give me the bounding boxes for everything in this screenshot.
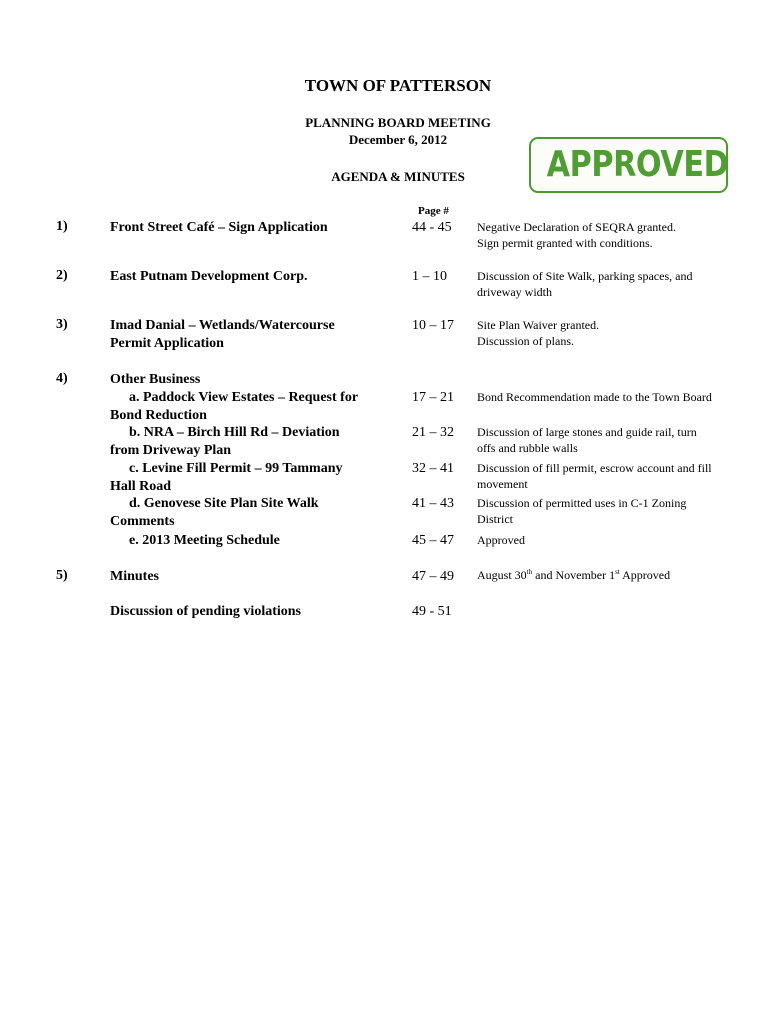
note-line: Approved bbox=[477, 533, 525, 547]
item-number: 1) bbox=[56, 219, 68, 234]
title-line: b. NRA – Birch Hill Rd – Deviation bbox=[129, 425, 340, 440]
title-line: d. Genovese Site Plan Site Walk bbox=[129, 496, 319, 511]
title-line: Imad Danial – Wetlands/Watercourse bbox=[110, 318, 335, 333]
sub-item bbox=[110, 532, 405, 550]
agenda-item-title: Other Business bbox=[110, 372, 201, 387]
item-number: 4) bbox=[56, 371, 68, 386]
note-line: Negative Declaration of SEQRA granted. bbox=[477, 220, 676, 234]
note-line: Site Plan Waiver granted. bbox=[477, 318, 600, 332]
note-line: movement bbox=[477, 477, 528, 491]
agenda-item-title: Front Street Café – Sign Application bbox=[110, 220, 328, 235]
ordinal-suffix: th bbox=[526, 568, 533, 576]
page-range: 47 – 49 bbox=[412, 569, 454, 584]
note-line: Discussion of plans. bbox=[477, 334, 574, 348]
page-range: 41 – 43 bbox=[412, 496, 454, 511]
title-line: e. 2013 Meeting Schedule bbox=[129, 533, 280, 548]
document-title: TOWN OF PATTERSON bbox=[304, 76, 492, 95]
sub-item bbox=[110, 389, 405, 425]
note-line: Discussion of Site Walk, parking spaces, and bbox=[477, 269, 693, 283]
title-line: Permit Application bbox=[110, 336, 224, 351]
title-line: from Driveway Plan bbox=[110, 443, 232, 458]
agenda-item-title bbox=[110, 317, 405, 353]
ordinal-suffix: st bbox=[615, 568, 620, 576]
page-range: 49 - 51 bbox=[412, 604, 452, 619]
sub-item bbox=[110, 424, 405, 460]
note-text: and November 1 bbox=[532, 568, 616, 582]
item-number: 2) bbox=[56, 268, 68, 283]
approved-stamp-text: APPROVED bbox=[546, 144, 729, 185]
title-line: a. Paddock View Estates – Request for bbox=[129, 390, 359, 405]
item-note bbox=[477, 389, 757, 405]
item-note bbox=[477, 424, 757, 456]
page-range: 17 – 21 bbox=[412, 390, 454, 405]
note-line: Sign permit granted with conditions. bbox=[477, 236, 653, 250]
pending-violations-title: Discussion of pending violations bbox=[110, 604, 301, 619]
note-line: Discussion of permitted uses in C-1 Zoning bbox=[477, 496, 687, 510]
title-line: Hall Road bbox=[110, 479, 172, 494]
item-number: 3) bbox=[56, 317, 68, 332]
agenda-item-title: Minutes bbox=[110, 569, 159, 584]
note-text: August 30 bbox=[477, 568, 527, 582]
page-range: 44 - 45 bbox=[412, 220, 452, 235]
item-note bbox=[477, 268, 757, 300]
item-number: 5) bbox=[56, 568, 68, 583]
page-range: 21 – 32 bbox=[412, 425, 454, 440]
meeting-date: December 6, 2012 bbox=[348, 132, 448, 147]
item-note bbox=[477, 532, 757, 548]
page-range: 32 – 41 bbox=[412, 461, 454, 476]
note-text: Approved bbox=[619, 568, 671, 582]
note-line: driveway width bbox=[477, 285, 552, 299]
item-note bbox=[477, 460, 757, 492]
note-line: Discussion of large stones and guide rail, turn bbox=[477, 425, 697, 439]
note-line: District bbox=[477, 512, 513, 526]
agenda-heading: AGENDA & MINUTES bbox=[331, 169, 465, 184]
item-note bbox=[477, 567, 757, 583]
sub-item bbox=[110, 460, 405, 496]
page-range: 45 – 47 bbox=[412, 533, 454, 548]
meeting-name: PLANNING BOARD MEETING bbox=[305, 115, 491, 130]
title-line: Comments bbox=[110, 514, 175, 529]
page-range: 1 – 10 bbox=[412, 269, 447, 284]
title-line: c. Levine Fill Permit – 99 Tammany bbox=[129, 461, 343, 476]
note-line: Discussion of fill permit, escrow account and fill bbox=[477, 461, 712, 475]
agenda-item-title: East Putnam Development Corp. bbox=[110, 269, 308, 284]
note-line: Bond Recommendation made to the Town Board bbox=[477, 390, 712, 404]
approved-stamp bbox=[529, 137, 728, 193]
page-column-header: Page # bbox=[418, 205, 449, 217]
item-note bbox=[477, 495, 757, 527]
item-note bbox=[477, 219, 757, 251]
sub-item bbox=[110, 495, 405, 531]
note-line: offs and rubble walls bbox=[477, 441, 578, 455]
page-range: 10 – 17 bbox=[412, 318, 454, 333]
title-line: Bond Reduction bbox=[110, 408, 207, 423]
item-note bbox=[477, 317, 757, 349]
